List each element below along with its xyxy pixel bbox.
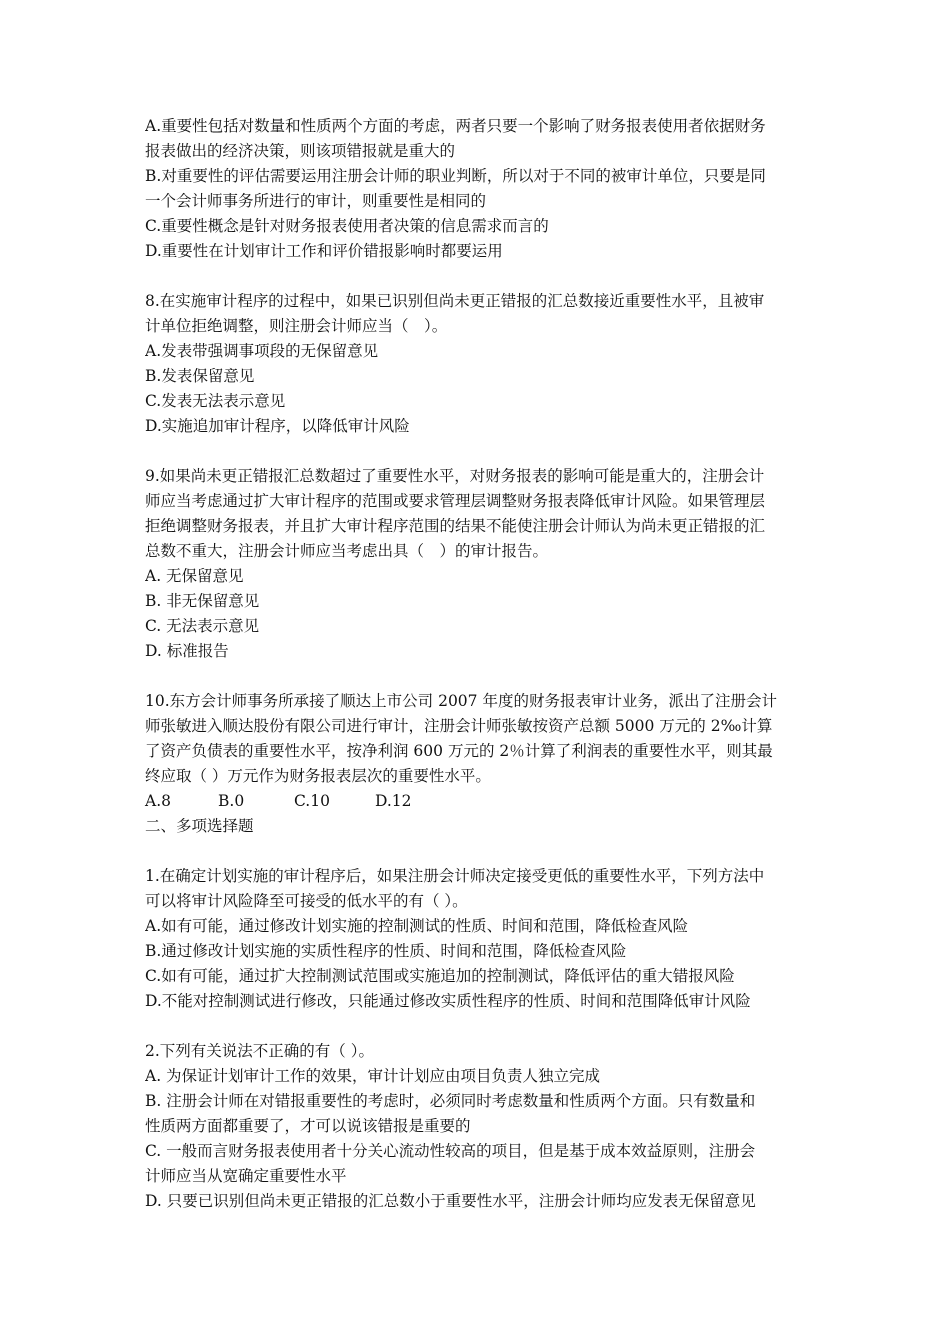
option-b: B.0 bbox=[218, 792, 245, 810]
options-row bbox=[145, 789, 809, 814]
question-stem-line: 2.下列有关说法不正确的有（ ）。 bbox=[145, 1042, 374, 1060]
option-a: A.如有可能，通过修改计划实施的控制测试的性质、时间和范围，降低检查风险 bbox=[145, 917, 689, 935]
multi-question-1 bbox=[145, 864, 809, 1014]
option-d: D. 标准报告 bbox=[145, 642, 229, 660]
option-d: D.实施追加审计程序，以降低审计风险 bbox=[145, 417, 410, 435]
text-line: C.重要性概念是针对财务报表使用者决策的信息需求而言的 bbox=[145, 217, 549, 235]
text-line: A.重要性包括对数量和性质两个方面的考虑，两者只要一个影响了财务报表使用者依据财务 bbox=[145, 117, 766, 135]
option-c-continued: 计师应当从宽确定重要性水平 bbox=[145, 1167, 347, 1185]
option-b: B. 注册会计师在对错报重要性的考虑时，必须同时考虑数量和性质两个方面。只有数量和 bbox=[145, 1092, 756, 1110]
section-title: 二、多项选择题 bbox=[145, 817, 254, 835]
option-b-continued: 性质两方面都重要了，才可以说该错报是重要的 bbox=[145, 1117, 471, 1135]
text-line: D.重要性在计划审计工作和评价错报影响时都要运用 bbox=[145, 242, 503, 260]
option-b: B.通过修改计划实施的实质性程序的性质、时间和范围，降低检查风险 bbox=[145, 942, 627, 960]
option-c: C.发表无法表示意见 bbox=[145, 392, 286, 410]
option-c: C.10 bbox=[294, 792, 330, 810]
question-stem-line: 终应取（ ）万元作为财务报表层次的重要性水平。 bbox=[145, 767, 491, 785]
question-9 bbox=[145, 464, 809, 664]
question-stem-line: 师张敏进入顺达股份有限公司进行审计，注册会计师张敏按资产总额 5000 万元的 2‰计算 bbox=[145, 717, 773, 735]
question-stem-line: 了资产负债表的重要性水平，按净利润 600 万元的 2％计算了利润表的重要性水平，则其最 bbox=[145, 742, 773, 760]
paragraph-gap bbox=[145, 839, 809, 864]
option-a: A. 无保留意见 bbox=[145, 567, 244, 585]
text-line: 一个会计师事务所进行的审计，则重要性是相同的 bbox=[145, 192, 487, 210]
question-stem-line: 总数不重大，注册会计师应当考虑出具（ ）的审计报告。 bbox=[145, 542, 549, 560]
paragraph-gap bbox=[145, 439, 809, 464]
paragraph-gap bbox=[145, 264, 809, 289]
option-b: B.发表保留意见 bbox=[145, 367, 255, 385]
question-stem-line: 师应当考虑通过扩大审计程序的范围或要求管理层调整财务报表降低审计风险。如果管理层 bbox=[145, 492, 766, 510]
multi-question-2 bbox=[145, 1039, 809, 1214]
question-stem-line: 可以将审计风险降至可接受的低水平的有（ ）。 bbox=[145, 892, 468, 910]
option-a: A. 为保证计划审计工作的效果，审计计划应由项目负责人独立完成 bbox=[145, 1067, 601, 1085]
page-content bbox=[145, 114, 809, 1214]
question-stem-line: 10.东方会计师事务所承接了顺达上市公司 2007 年度的财务报表审计业务，派出了注册会计 bbox=[145, 692, 777, 710]
question-stem-line: 计单位拒绝调整，则注册会计师应当（ ）。 bbox=[145, 317, 448, 335]
question-stem-line: 1.在确定计划实施的审计程序后，如果注册会计师决定接受更低的重要性水平，下列方法中 bbox=[145, 867, 765, 885]
question-stem-line: 拒绝调整财务报表，并且扩大审计程序范围的结果不能使注册会计师认为尚未更正错报的汇 bbox=[145, 517, 766, 535]
paragraph-gap bbox=[145, 664, 809, 689]
paragraph-gap bbox=[145, 1014, 809, 1039]
text-line: 报表做出的经济决策，则该项错报就是重大的 bbox=[145, 142, 456, 160]
option-c: C. 一般而言财务报表使用者十分关心流动性较高的项目，但是基于成本效益原则，注册会 bbox=[145, 1142, 756, 1160]
option-b: B. 非无保留意见 bbox=[145, 592, 260, 610]
option-a: A.发表带强调事项段的无保留意见 bbox=[145, 342, 379, 360]
question-10 bbox=[145, 689, 809, 814]
option-d: D. 只要已识别但尚未更正错报的汇总数小于重要性水平，注册会计师均应发表无保留意见 bbox=[145, 1192, 756, 1210]
question-8 bbox=[145, 289, 809, 439]
question-stem-line: 9.如果尚未更正错报汇总数超过了重要性水平，对财务报表的影响可能是重大的，注册会计 bbox=[145, 467, 765, 485]
text-line: B.对重要性的评估需要运用注册会计师的职业判断，所以对于不同的被审计单位，只要是同 bbox=[145, 167, 766, 185]
option-c: C.如有可能，通过扩大控制测试范围或实施追加的控制测试，降低评估的重大错报风险 bbox=[145, 967, 735, 985]
question-stem-line: 8.在实施审计程序的过程中，如果已识别但尚未更正错报的汇总数接近重要性水平，且被审 bbox=[145, 292, 765, 310]
option-c: C. 无法表示意见 bbox=[145, 617, 260, 635]
option-d: D.12 bbox=[375, 792, 412, 810]
option-a: A.8 bbox=[145, 792, 171, 810]
option-d: D.不能对控制测试进行修改，只能通过修改实质性程序的性质、时间和范围降低审计风险 bbox=[145, 992, 751, 1010]
previous-question-options bbox=[145, 114, 809, 264]
